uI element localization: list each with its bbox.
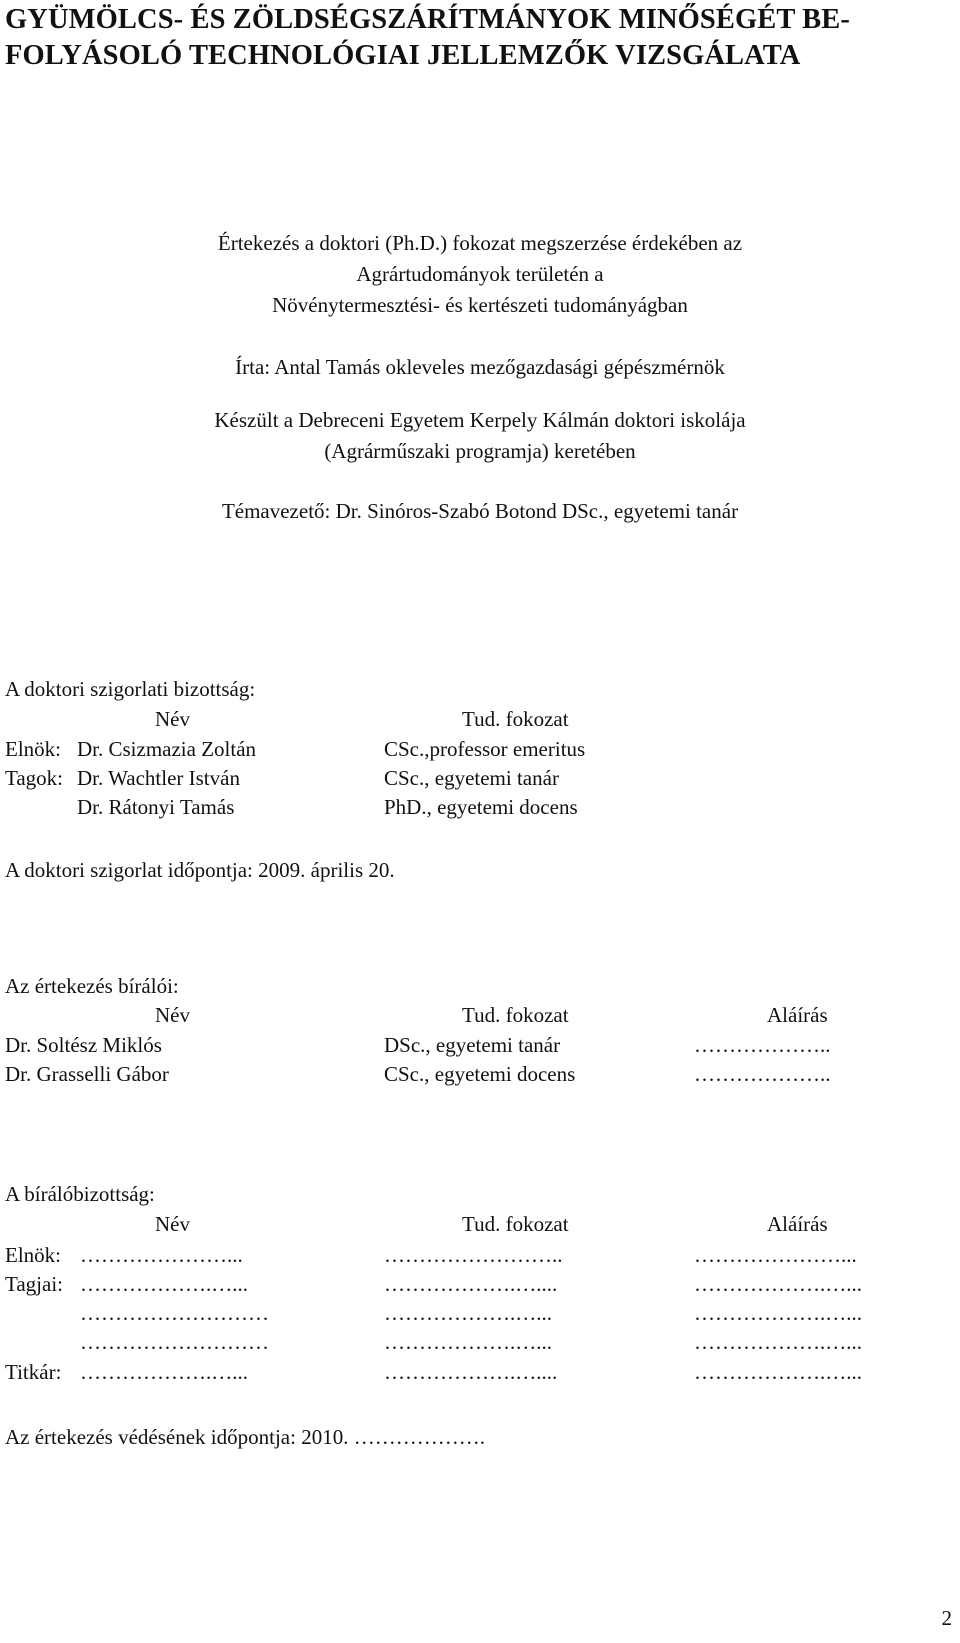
- committee-member-name: Dr. Wachtler István: [77, 766, 240, 790]
- reviewers-col-signature: Aláírás: [767, 1003, 828, 1027]
- committee-member-name: Dr. Csizmazia Zoltán: [77, 737, 257, 761]
- board-degree-line: ……………….…...: [384, 1301, 552, 1325]
- reviewer-name: Dr. Grasselli Gábor: [5, 1062, 169, 1086]
- school-line-1: Készült a Debreceni Egyetem Kerpely Kálmán doktori iskolája: [214, 408, 746, 432]
- committee-heading: A doktori szigorlati bizottság:: [5, 677, 256, 701]
- reviewer-signature-line: ………………..: [694, 1062, 831, 1086]
- reviewers-col-degree: Tud. fokozat: [462, 1003, 569, 1027]
- board-name-line: ……………….…...: [80, 1272, 248, 1296]
- board-signature-line: ……………….…...: [694, 1272, 862, 1296]
- board-signature-line: …………………...: [694, 1243, 857, 1267]
- degree-line-3: Növénytermesztési- és kertészeti tudományágban: [272, 293, 688, 317]
- board-role-members: Tagjai:: [5, 1272, 64, 1296]
- committee-member-degree: CSc.,professor emeritus: [384, 737, 586, 761]
- committee-col-name: Név: [155, 707, 190, 731]
- committee-member-degree: CSc., egyetemi tanár: [384, 766, 559, 790]
- board-name-line: ………………………: [80, 1330, 269, 1354]
- school-statement: [0, 405, 960, 467]
- board-col-degree: Tud. fokozat: [462, 1212, 569, 1236]
- committee-member-degree: PhD., egyetemi docens: [384, 795, 578, 819]
- school-line-2: (Agrárműszaki programja) keretében: [324, 439, 636, 463]
- board-role-chair: Elnök:: [5, 1243, 61, 1267]
- reviewer-degree: DSc., egyetemi tanár: [384, 1033, 561, 1057]
- reviewers-heading: Az értekezés bírálói:: [5, 974, 179, 998]
- committee-member-name: Dr. Rátonyi Tamás: [77, 795, 235, 819]
- defense-date: Az értekezés védésének időpontja: 2010. ……………….: [5, 1425, 485, 1449]
- board-name-line: ………………………: [80, 1301, 269, 1325]
- board-degree-line: ……………………..: [384, 1243, 563, 1267]
- board-degree-line: ……………….…....: [384, 1360, 558, 1384]
- board-degree-line: ……………….…...: [384, 1330, 552, 1354]
- degree-line-2: Agrártudományok területén a: [356, 262, 604, 286]
- degree-statement: [0, 228, 960, 321]
- board-degree-line: ……………….…....: [384, 1272, 558, 1296]
- reviewer-degree: CSc., egyetemi docens: [384, 1062, 576, 1086]
- board-signature-line: ……………….…...: [694, 1301, 862, 1325]
- board-role-secretary: Titkár:: [5, 1360, 62, 1384]
- reviewers-col-name: Név: [155, 1003, 190, 1027]
- document-title: [5, 2, 945, 74]
- board-name-line: …………………...: [80, 1243, 243, 1267]
- committee-col-degree: Tud. fokozat: [462, 707, 569, 731]
- degree-line-1: Értekezés a doktori (Ph.D.) fokozat megszerzése érdekében az: [217, 231, 743, 255]
- committee-role-chair: Elnök:: [5, 737, 61, 761]
- page-number: 2: [941, 1606, 952, 1630]
- committee-role-members: Tagok:: [5, 766, 64, 790]
- board-name-line: ……………….…...: [80, 1360, 248, 1384]
- reviewer-signature-line: ………………..: [694, 1033, 831, 1057]
- title-line-1: GYÜMÖLCS- ÉS ZÖLDSÉGSZÁRÍTMÁNYOK MINŐSÉGÉT BE-: [5, 4, 850, 35]
- board-signature-line: ……………….…...: [694, 1330, 862, 1354]
- board-heading: A bírálóbizottság:: [5, 1182, 155, 1206]
- board-col-signature: Aláírás: [767, 1212, 828, 1236]
- board-signature-line: ……………….…...: [694, 1360, 862, 1384]
- board-col-name: Név: [155, 1212, 190, 1236]
- supervisor-line: Témavezető: Dr. Sinóros-Szabó Botond DSc., egyetemi tanár: [221, 499, 739, 523]
- title-line-2: FOLYÁSOLÓ TECHNOLÓGIAI JELLEMZŐK VIZSGÁLATA: [5, 40, 801, 71]
- exam-date: A doktori szigorlat időpontja: 2009. április 20.: [5, 858, 395, 882]
- author-line: Írta: Antal Tamás okleveles mezőgazdasági gépészmérnök: [235, 355, 725, 379]
- reviewer-name: Dr. Soltész Miklós: [5, 1033, 162, 1057]
